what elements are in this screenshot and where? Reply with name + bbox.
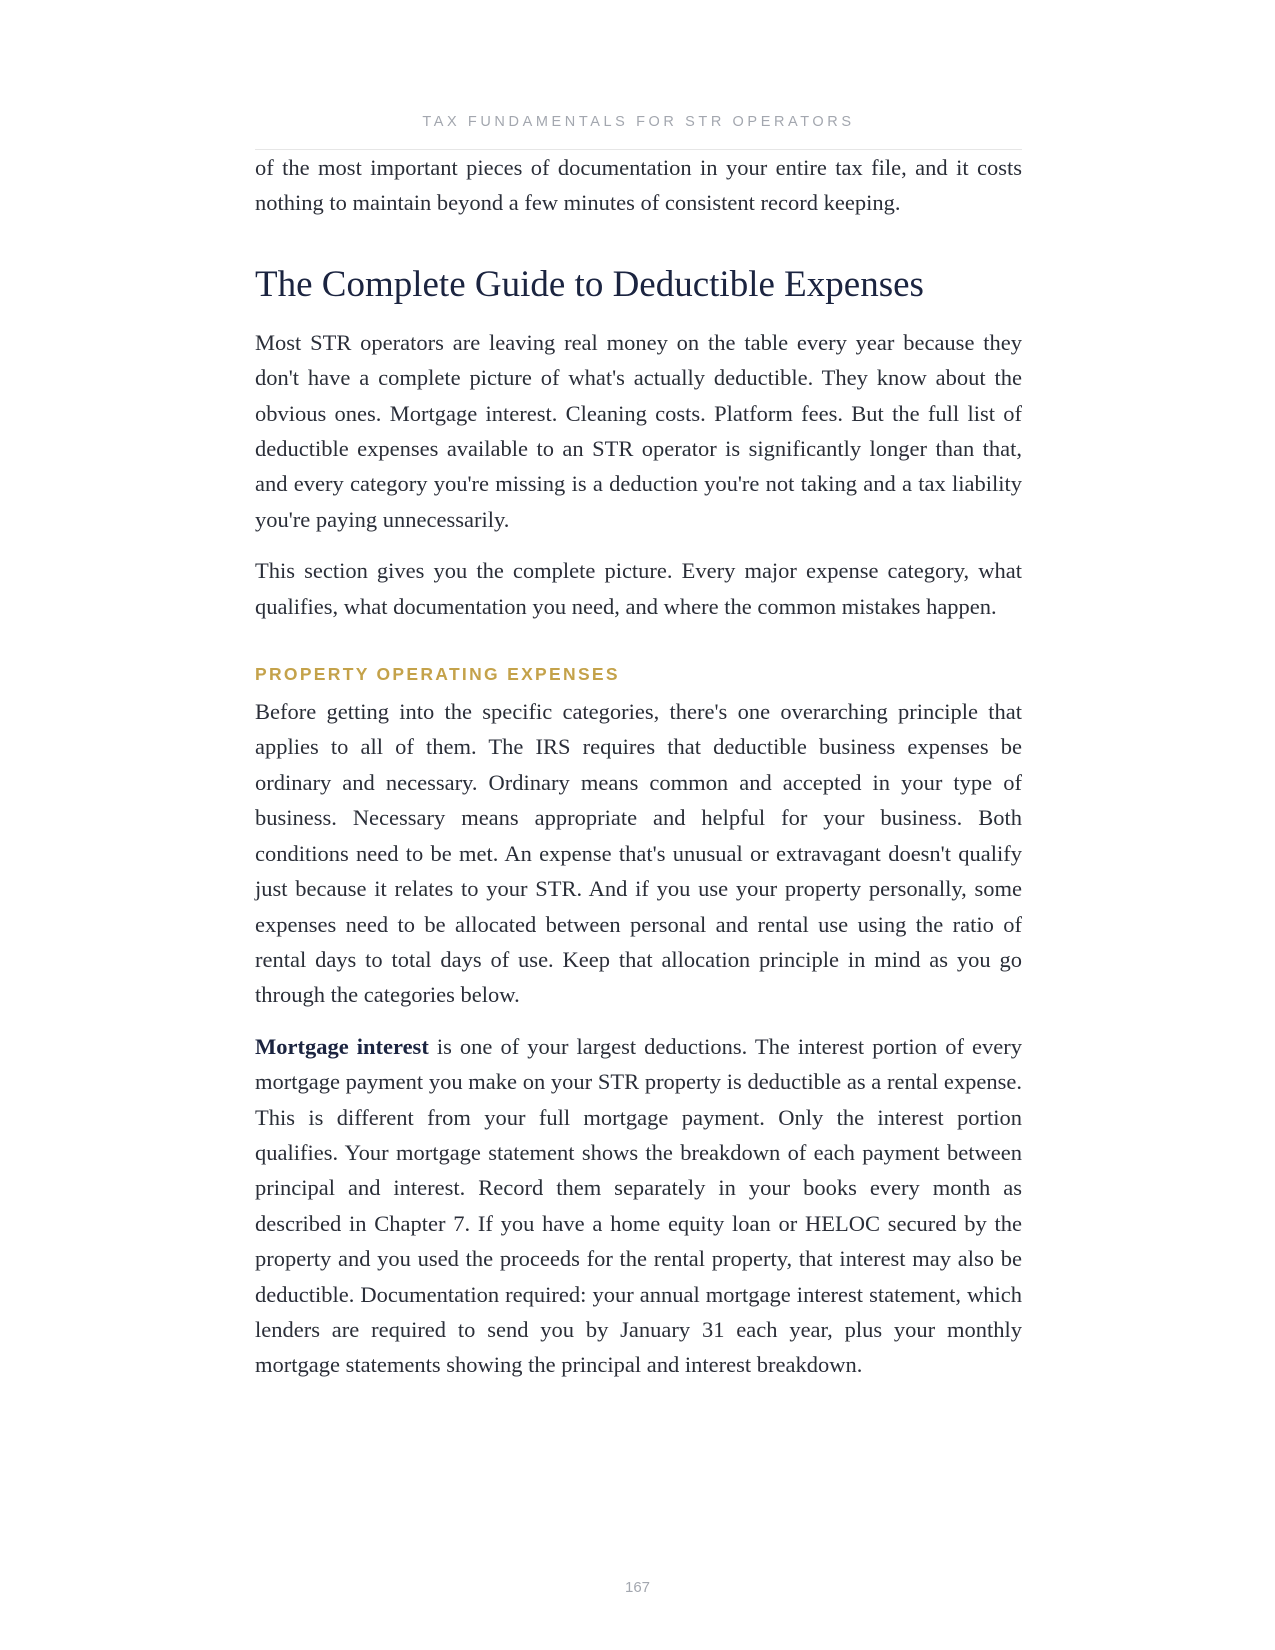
chapter-title: The Complete Guide to Deductible Expenses bbox=[255, 263, 924, 305]
intro-paragraph-1: Most STR operators are leaving real money on the table every year because they don't have a complete picture of what's actually deductible. They know about the obvious ones. Mortgage interest. Cleaning costs. Platform fees. But the full list of deductible expenses available to an STR operator is significantly longer than that, and every category you're missing is a deduction you're not taking and a tax liability you're paying unnecessarily. bbox=[255, 329, 1022, 532]
principle-paragraph: Before getting into the specific categories, there's one overarching principle that applies to all of them. The IRS requires that deductible business expenses be ordinary and necessary. Ordinary means common and accepted in your type of business. Necessary means appropriate and helpful for your business. Both conditions need to be met. An expense that's unusual or extravagant doesn't qualify just because it relates to your STR. And if you use your property personally, some expenses need to be allocated between personal and rental use using the ratio of rental days to total days of use. Keep that allocation principle in mind as you go through the categories below. bbox=[255, 699, 1022, 1008]
running-header: TAX FUNDAMENTALS FOR STR OPERATORS bbox=[422, 114, 855, 130]
intro-paragraph-2: This section gives you the complete picture. Every major expense category, what qualifies, what documentation you need, and where the common mistakes happen. bbox=[255, 558, 1022, 619]
page-number: 167 bbox=[624, 1579, 651, 1596]
mortgage-paragraph bbox=[255, 1029, 1022, 1383]
section-label: PROPERTY OPERATING EXPENSES bbox=[255, 664, 620, 685]
mortgage-term: Mortgage interest bbox=[255, 1033, 429, 1059]
continued-paragraph: of the most important pieces of documentation in your entire tax file, and it costs nothing to maintain beyond a few minutes of consistent record keeping. bbox=[255, 155, 1022, 216]
page-content bbox=[255, 150, 1022, 1383]
mortgage-paragraph-text: is one of your largest deductions. The interest portion of every mortgage payment you make on your STR property is deductible as a rental expense. This is different from your full mortgage payment. Only the interest portion qualifies. Your mortgage statement shows the breakdown of each payment between principal and interest. Record them separately in your books every month as described in Chapter 7. If you have a home equity loan or HELOC secured by the property and you used the proceeds for the rental property, that interest may also be deductible. Documentation required: your annual mortgage interest statement, which lenders are required to send you by January 31 each year, plus your monthly mortgage statements showing the principal and interest breakdown. bbox=[255, 1033, 1022, 1378]
